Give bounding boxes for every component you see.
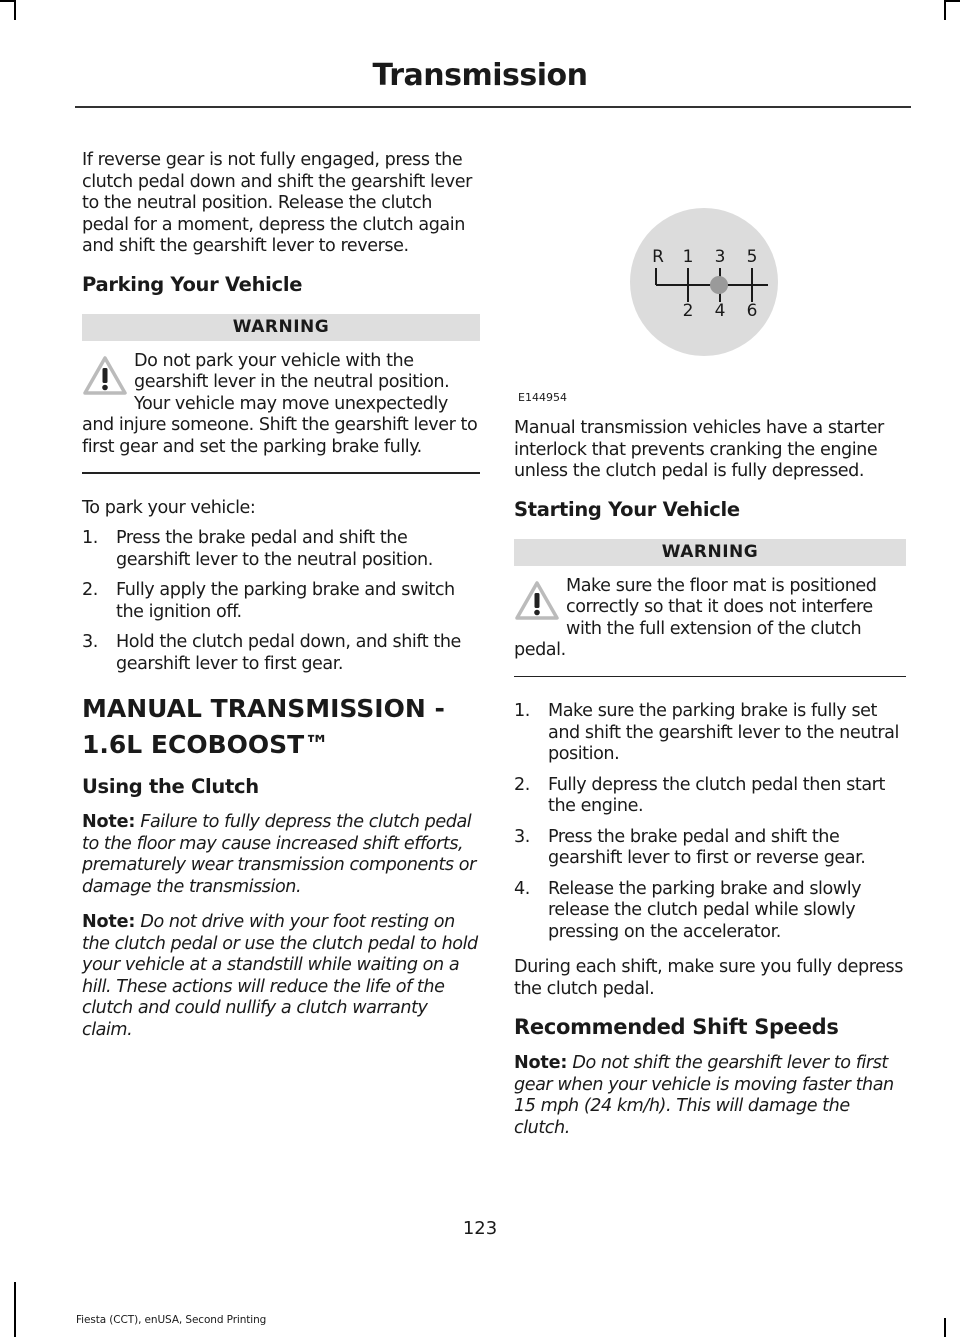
gear-label: 5 [746,247,758,267]
gear-label: 3 [714,247,726,267]
clutch-heading: Using the Clutch [82,775,259,798]
note-foot-resting: Note: Do not drive with your foot resting on the clutch pedal or use the clutch pedal to hold your vehicle at a standstill while waiting on a hill. These actions will reduce the life of the clutch and could nullify a clutch warranty claim. [82,912,478,1040]
crop-mark [14,0,16,20]
warning-text: Make sure the floor mat is positioned correctly so that it does not interfere with the full extension of the clutch pedal. [514,575,877,660]
gear-label: 2 [682,301,694,321]
list-item: 4. Release the parking brake and slowly release the clutch pedal while slowly pressing on the accelerator. [514,878,862,942]
list-item: 2. Fully depress the clutch pedal then start the engine. [514,774,885,816]
list-item: 1. Press the brake pedal and shift the gearshift lever to the neutral position. [82,528,433,570]
shift-pattern-diagram [514,206,906,456]
warning-triangle-icon [82,355,134,401]
note-clutch-depress: Note: Failure to fully depress the clutch pedal to the floor may cause increased shift efforts, prematurely wear transmission components or damage the transmission. [82,812,476,897]
shift-paragraph: During each shift, make sure you fully depress the clutch pedal. [514,957,903,999]
shift-pattern-figure [514,206,906,454]
note-first-gear: Note: Do not shift the gearshift lever to first gear when your vehicle is moving faster than 15 mph (24 km/h). This will damage the clutch. [514,1053,894,1138]
reverse-gear-paragraph: If reverse gear is not fully engaged, press the clutch pedal down and shift the gearshift lever to the neutral position. Release the clutch pedal for a moment, depress the clutch again and shift the gearshift lever to reverse. [82,150,472,256]
warning-banner: WARNING [82,314,480,341]
start-steps-list [514,701,906,943]
crop-mark [944,0,946,20]
list-item: 3. Press the brake pedal and shift the gearshift lever to first or reverse gear. [514,826,866,868]
left-column [82,150,480,1055]
crop-mark [14,1282,16,1337]
starting-heading: Starting Your Vehicle [514,497,740,521]
gear-label: 4 [714,301,726,321]
crop-mark [944,1318,946,1337]
gear-label: 1 [682,247,694,267]
crop-mark [946,0,960,2]
warning-text: Do not park your vehicle with the gearshift lever in the neutral position. Your vehicle may move unexpectedly and injure someone. Shift the gearshift lever to first gear and set the parking brake fully. [82,350,478,457]
crop-mark [0,0,14,2]
warning-triangle-icon [514,580,566,626]
list-item: 2. Fully apply the parking brake and switch the ignition off. [82,580,455,622]
interlock-paragraph: Manual transmission vehicles have a starter interlock that prevents cranking the engine unless the clutch pedal is fully depressed. [514,418,884,481]
right-column [514,150,906,1153]
warning-divider [514,676,906,678]
warning-box [82,351,480,459]
warning-divider [82,472,480,474]
gear-label: R [652,247,664,267]
header-divider [75,106,911,108]
park-intro: To park your vehicle: [82,497,256,518]
figure-id: E144954 [518,391,567,404]
section-heading: MANUAL TRANSMISSION - 1.6L ECOBOOST™ [82,694,445,759]
list-item: 3. Hold the clutch pedal down, and shift the gearshift lever to first gear. [82,632,461,674]
page-number: 123 [462,1218,498,1239]
shift-speeds-heading: Recommended Shift Speeds [514,1015,839,1039]
parking-heading: Parking Your Vehicle [82,272,303,296]
warning-banner: WARNING [514,539,906,566]
warning-box [514,576,906,662]
list-item: 1. Make sure the parking brake is fully set and shift the gearshift lever to the neutral position. [514,701,899,764]
park-steps-list [82,528,480,675]
edition-footer: Fiesta (CCT), enUSA, Second Printing [76,1314,267,1326]
page-title: Transmission [372,58,588,93]
gear-label: 6 [746,301,758,321]
